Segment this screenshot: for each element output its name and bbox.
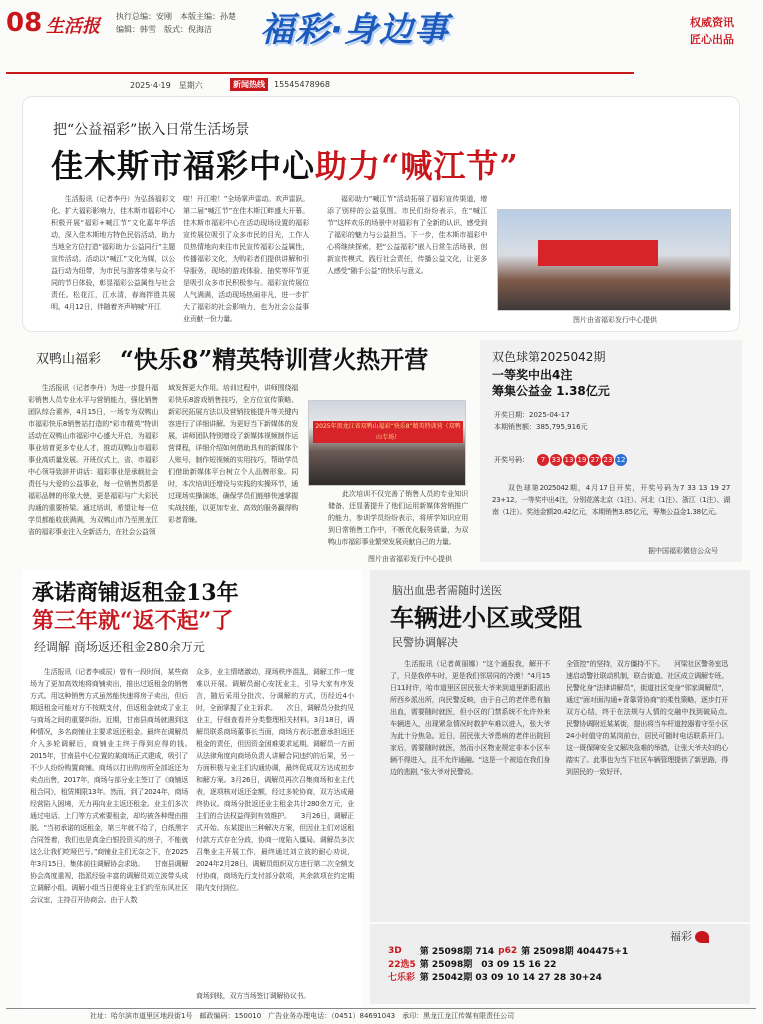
editor-line-2: 编辑：韩雪 版式：倪海洁 — [116, 25, 212, 34]
sales-label: 本期销售额： — [494, 423, 536, 431]
headline — [51, 141, 519, 187]
lottery-results — [370, 924, 750, 1004]
article-col-1: 生活报讯（记者李威辰）曾有一段时间，某些商场为了更加高效地将商铺卖出，推出过返租金的销售方式。用这种销售方式虽然能快速将房子卖出，但后期返租金可能对方不按期支付，但返租金就成了业主与商场之间的重要纠纷。近期，甘南县商场就遇到这种情况，多名商铺业主要求返还租金。最终在调解员介入多轮调解后，商铺业主终于得到应得的钱。 2015年，甘南县中心位置的某商场正式建成，吸引了不少人纷纷购置商铺。商场以打出购房所全部返还为卖点出售，2017年，商场与部分业主签订了《商铺返租合同》，租赁期限13年。然而，到了2024年，商场经营陷入困境，无力再向业主返还租金。业主们多次通过电话、上门等方式索要租金，却均被各种理由推脱。“当初承诺的返租金，第三年就不给了，白纸黑字合同签着，我们也是真金白银投资买的房子，不能就这么让我们吃哑巴亏。”商铺业主们无奈之下，在2025年3月15日，集体前往调解协会求助。 甘南县调解协会高度重视，指派经验丰富的调解员刘立波带头成立调解小组。调解小组当日便将业主们约至东风社区会议室，主持召开协商会。由于人数 — [30, 668, 188, 904]
kicker: 双鸭山福彩 — [36, 352, 102, 367]
numbers-label: 开奖号码： — [494, 456, 529, 464]
sales-amount — [494, 422, 588, 432]
article-col-2: 啦！开江啦！”全场掌声雷动。欢声雷跃。第二届“喊江节”在佳木斯江畔盛大开幕。佳木斯市福彩中心在活动现场设置的福彩宣传展位吸引了众多市民的目光，工作人员热情地向来往市民宣传福彩公益属性，传播福彩文化，为购彩者们提供讲解和引导服务，现场的游戏体验、抽奖等环节更是吸引众多市民积极参与。福彩宣传展位人气满满，活动现场热闹非凡，进一步扩大了福彩的社会影响力，也为社会公益事业贡献一份力量。 — [183, 195, 309, 323]
editor-line-1: 执行总编：安刚 本版主编：孙楚 — [116, 12, 236, 21]
photo-caption: 图片由省福彩发行中心提供 — [368, 555, 452, 563]
hotline-label: 新闻热线 — [230, 78, 268, 91]
game-issue: 第 25042期 03 09 10 14 27 28 30+24 — [419, 973, 602, 983]
game-issue-2: 第 25098期 404475+1 — [521, 947, 629, 957]
winning-numbers — [494, 450, 728, 470]
slogan-1: 权威资讯 — [690, 16, 734, 29]
headline-black: 佳木斯市福彩中心 — [51, 147, 316, 185]
ssq-line-1: 双色球第2025042期 — [492, 350, 606, 364]
blue-ball: 12 — [616, 456, 626, 464]
headline: “快乐8”精英特训营火热开营 — [120, 345, 429, 374]
lottery-row — [386, 970, 630, 983]
red-ball: 23 — [603, 456, 613, 464]
article-vehicle — [370, 570, 750, 922]
red-ball: 27 — [590, 456, 600, 464]
red-ball: 13 — [564, 456, 574, 464]
slogan-2: 匠心出品 — [690, 33, 734, 46]
lottery-label-text: 福彩 — [670, 930, 692, 943]
draw-date-label: 开奖日期： — [494, 411, 529, 419]
game-name-2: p62 — [498, 945, 518, 956]
sub-headline: 民警协调解决 — [392, 636, 458, 649]
article-col-1: 生活报讯（记者黄丽娜）“这个通报我，解开不了，只是我停车时，更是我们邻居同的冷漠！”4月15日11时许，哈市道里区居民张大爷来到道里新阳派出所西乡派出所，向民警反映，由于自己的老伴患有脑出血，需要随时就医，但小区的门禁系统不允许外来车辆进入，出现紧急情况时救护车难以进入，张大爷为此十分焦急。近日，居民张大爷患病的老伴出院回家后，需要随时就医，然而小区物业规定非本小区车辆不得进入，且不允许通融。“这是一个被迫在我们身边的悲剧，”张大爷对民警说。 — [390, 660, 550, 776]
red-ball: 19 — [577, 456, 587, 464]
kicker: 把“公益福彩”嵌入日常生活场景 — [53, 122, 250, 138]
article-col-1: 生活报讯（记者李丹）为弘扬福彩文化、扩大福彩影响力，佳木斯市福彩中心积极开展“福彩+喊江节”文化嘉年华活动，深入佳木斯地方特色民俗活动，助力当地全方位打造“福彩助力·公益同行”主题宣传活动。活动以“喊江”文化为媒，以公益行动为纽带，为市民与游客带来与众不同的节日体验，彰显福彩公益属性与社会责任。松花江，江水清，春海拌胜共展明。4月12日，伴随着齐声呐喊“开江 — [51, 195, 175, 311]
sub-headline: 经调解 商场返还租金280余万元 — [34, 640, 205, 654]
ssq-box — [480, 340, 742, 562]
game-name: 3D — [388, 945, 402, 956]
kicker: 脑出血患者需随时送医 — [392, 584, 502, 597]
headline: 车辆进小区或受阻 — [390, 604, 582, 632]
header-rule — [6, 72, 634, 74]
red-ball: 7 — [537, 454, 549, 466]
issue-date: 2025·4·19 星期六 — [130, 81, 203, 90]
game-name: 七乐彩 — [388, 973, 416, 983]
lottery-label — [670, 928, 709, 944]
red-ball: 33 — [551, 456, 561, 464]
article-col-3: 此次培训不仅完善了销售人员的专业知识储备，还显著提升了他们运用新媒体营销推广的能力，参训学员纷纷表示，将所学知识应用到日常销售工作中，不断优化服务质量，为双鸭山市福彩事业繁荣发展贡献自己的力量。 — [328, 490, 468, 546]
ssq-line-3: 筹集公益金 1.38亿元 — [492, 384, 610, 398]
draw-date — [494, 410, 570, 420]
lottery-logo-icon — [695, 931, 709, 943]
game-issue: 第 25098期 714 — [419, 947, 495, 957]
article-tail: 商场到账，双方当场签订调解协议书。 — [196, 992, 310, 1000]
article-col-3: 福彩助力“喊江节”活动拓展了福彩宣传渠道，增添了别样的公益氛围。市民们纷纷表示，在“喊江节”这样欢乐的场景中对福彩有了全新的认识，感受到了福彩的魅力与公益担当。下一步，佳木斯市福彩中心将继续探索，把“公益福彩”嵌入日常生活场景，创新宣传模式，践行社会责任，传播公益文化，让更多人感受“随手公益”的快乐与意义。 — [327, 195, 487, 275]
game-issue: 第 25098期 03 09 15 16 22 — [419, 960, 557, 970]
article-rent — [22, 570, 362, 1010]
article-shuangyashan — [28, 340, 468, 570]
footer-info: 社址：哈尔滨市道里区地段街1号 邮政编码：150010 广告业务办理电话：（0451）84691043 承印：黑龙江龙江传媒有限责任公司 — [90, 1012, 515, 1020]
article-col-2: 域发挥更大作用。培训过程中，讲师围绕福彩快乐8游戏销售技巧，全方位宣传策略、新彩民拓展方法以及营销技能提升等关键内容进行了详细讲解。为更好当下新媒体的发展，讲师团队特别增设了新媒体视频制作运营课程，详细介绍如何借助具有的新媒体个人账号，制作短视频的实用技巧，帮助学员们借助新媒体平台树立个人品牌形象。同时，本次培训还增设与实践的实操环节，通过现场实操演练，确保学员们能够快速掌握实战技能，以更加专业、高效的服务赢得购彩者青睐。 — [168, 384, 298, 524]
festival-photo — [497, 209, 731, 311]
red-tent — [538, 240, 658, 266]
lottery-row — [386, 944, 630, 957]
ssq-source: 据中国福彩微信公众号 — [648, 547, 718, 555]
draw-date-value: 2025-04-17 — [529, 411, 570, 419]
photo-banner: 2025年黑龙江省双鸭山福彩“快乐8”精英特训营（双鸭山专场） — [313, 421, 463, 443]
page-number: 08 — [6, 8, 43, 38]
article-col-2: 全管控”的坚持，双方僵持不下。 河梁社区警务室迅速启动警社联动机制，联合街道、社区成立调解专班。民警化身“法律讲解员”，街道社区变身“邻家调解员”，通过“面对面沟通+背靠背协商”的柔性策略，逐步打开双方心结，终于在法规与人情的交融中找到破局点。 民警协调附近某某街，提出将当车杆道控器看守至小区24小时值守的某岗前台，居民可随时电话联系开门。这一既保障安全又解决急难的举措，让张大爷夫妇的心踏实了。此事也为当下社区车辆管理提供了新思路，得到居民的一致好评。 — [566, 660, 728, 776]
article-jiamusi — [22, 96, 740, 332]
footer-rule — [6, 1008, 756, 1009]
article-col-1: 生活报讯（记者李丹）为进一步提升福彩销售人员专业水平与营销能力，强化销售团队综合素养，4月15日，一场专为双鸭山市福彩快乐8销售站打造的“彩市精英”特训活动在双鸭山市福彩中心盛大开启，为福彩事业培育更多专业人才，推动双鸭山市福彩事业高质量发展。开班仪式上，省、市福彩中心领导致辞并讲话：福彩事业是承载社会责任与大爱的公益事业，每一位销售员都是福彩品牌的形象大使，更是福彩与广大彩民沟通的重要桥梁。通过培训，希望让每一位学员都能收获满满，为双鸭山市乃至黑龙江省的福彩事业注入全新活力，在社会公益领 — [28, 384, 158, 536]
lottery-table — [386, 944, 630, 983]
ssq-line-2: 一等奖中出4注 — [492, 368, 573, 382]
article-col-2: 众多，业主情绪激动，现场秩序混乱，调解工作一度难以开展。调解员耐心安抚业主，引导大家有序发言，随后采用分批次、分调解的方式，历经近4小时，全面掌握了业主诉求。 次日，调解员分批约见业主，仔细查看并分类整理相关材料。3月18日，调解员联系商场董事长当面，商场方表示愿意承担返还租金的责任，但因资金困难要求延期。调解员一方面从法律角度向商场负责人讲解合同违约的后果，另一方面积极与业主们沟通协调，最终促成双方达成初步和解方案。3月26日，调解员再次召集商场和业主代表，逐项核对返还金额，经过多轮协商，双方达成最终协议。商场分批返还业主租金共计280余万元，业主们的合法权益得到有效维护。 3月26日，调解正式开始。东某提出三种解决方案，但因业主们对返租付款方式存在分歧，协商一度陷入僵局。调解员多次召集业主开展工作，最终通过刘立波的耐心劝说，2024年2月28日，调解员组织双方进行第二次全额支付协商，商场先行支付部分款项，其余款项在约定期限内支付到位。 — [196, 668, 354, 892]
paper-name: 生活报 — [46, 16, 100, 37]
hotline-number: 15545478968 — [274, 80, 330, 89]
headline-red: 助力“喊江节” — [315, 147, 519, 185]
game-name: 22选5 — [388, 960, 416, 970]
training-photo — [308, 400, 466, 486]
headline-2: 第三年就“返不起”了 — [32, 608, 234, 634]
headline-1: 承诺商铺返租金13年 — [32, 580, 239, 606]
sales-value: 385,795,916元 — [536, 423, 588, 431]
photo-caption: 图片由省福彩发行中心提供 — [573, 316, 657, 324]
section-banner: 福彩·身边事 — [260, 10, 449, 50]
ssq-body: 双色球第2025042期，4月17日开奖，开奖号码为7 33 13 19 27 23+12。一等奖中出4注，分别花落北京（1注）、河北（1注）、浙江（1注）、湖南（1注）。奖池金额20.42亿元，本期销售3.85亿元，筹集公益金1.38亿元。 — [492, 484, 730, 516]
lottery-row — [386, 957, 630, 970]
